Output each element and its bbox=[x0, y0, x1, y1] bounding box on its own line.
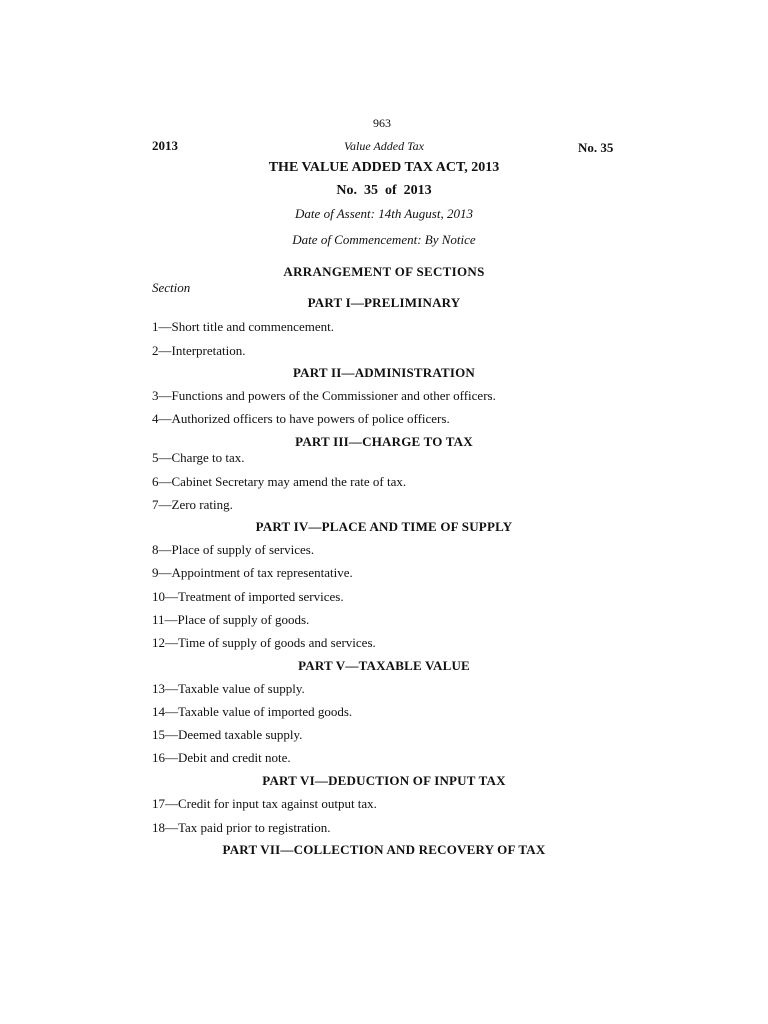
section-entry: 18—Tax paid prior to registration. bbox=[152, 820, 331, 835]
running-header-title: Value Added Tax bbox=[344, 139, 424, 153]
section-column-label: Section bbox=[152, 280, 191, 295]
act-number: No. 35 of 2013 bbox=[336, 183, 432, 198]
section-entry: 17—Credit for input tax against output tax. bbox=[152, 796, 377, 811]
arrangement-heading: ARRANGEMENT OF SECTIONS bbox=[283, 264, 485, 279]
part-heading-2: PART II—ADMINISTRATION bbox=[293, 365, 475, 380]
date-of-assent: Date of Assent: 14th August, 2013 bbox=[295, 206, 473, 221]
section-entry: 4—Authorized officers to have powers of police officers. bbox=[152, 411, 450, 426]
section-entry: 5—Charge to tax. bbox=[152, 450, 245, 465]
section-entry: 8—Place of supply of services. bbox=[152, 542, 315, 557]
part-heading-6: PART VI—DEDUCTION OF INPUT TAX bbox=[262, 773, 506, 788]
section-entry: 14—Taxable value of imported goods. bbox=[152, 704, 353, 719]
section-entry: 10—Treatment of imported services. bbox=[152, 589, 344, 604]
section-entry: 11—Place of supply of goods. bbox=[152, 612, 310, 627]
section-entry: 9—Appointment of tax representative. bbox=[152, 565, 353, 580]
page-number: 963 bbox=[373, 116, 391, 130]
section-entry: 7—Zero rating. bbox=[152, 497, 233, 512]
act-title: THE VALUE ADDED TAX ACT, 2013 bbox=[268, 160, 500, 175]
section-entry: 3—Functions and powers of the Commissioner and other officers. bbox=[152, 388, 496, 403]
date-of-commencement: Date of Commencement: By Notice bbox=[292, 232, 476, 247]
section-entry: 16—Debit and credit note. bbox=[152, 750, 291, 765]
part-heading-1: PART I—PRELIMINARY bbox=[307, 295, 461, 310]
running-header-year: 2013 bbox=[152, 138, 178, 153]
running-header-number: No. 35 bbox=[578, 140, 614, 155]
section-entry: 13—Taxable value of supply. bbox=[152, 681, 305, 696]
section-entry: 2—Interpretation. bbox=[152, 343, 246, 358]
section-entry: 1—Short title and commencement. bbox=[152, 319, 334, 334]
part-heading-7: PART VII—COLLECTION AND RECOVERY OF TAX bbox=[222, 842, 546, 857]
section-entry: 6—Cabinet Secretary may amend the rate of tax. bbox=[152, 474, 407, 489]
part-heading-5: PART V—TAXABLE VALUE bbox=[298, 658, 470, 673]
part-heading-3: PART III—CHARGE TO TAX bbox=[295, 434, 473, 449]
part-heading-4: PART IV—PLACE AND TIME OF SUPPLY bbox=[255, 519, 513, 534]
section-entry: 15—Deemed taxable supply. bbox=[152, 727, 303, 742]
section-entry: 12—Time of supply of goods and services. bbox=[152, 635, 376, 650]
